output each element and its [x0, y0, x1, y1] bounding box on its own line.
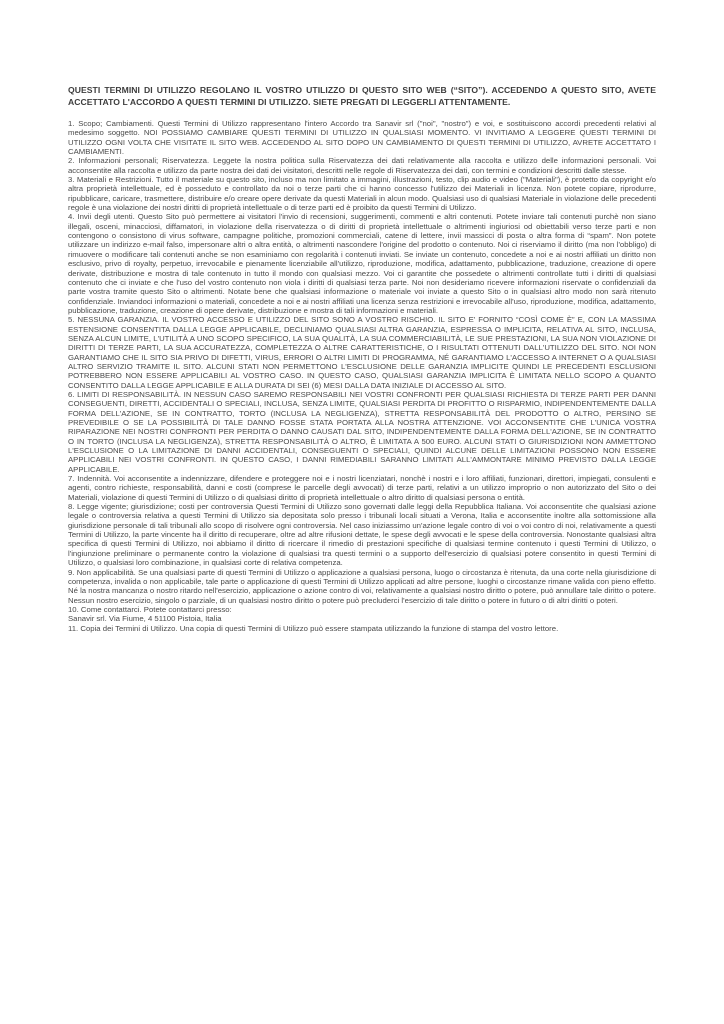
section-7-indemnity: 7. Indennità. Voi acconsentite a indennizzare, difendere e proteggere noi e i nostri licenziatari, nonchè i nostri e i loro affiliati, funzionari, direttori, impiegati, consulenti e agenti, contro richieste, responsabilità, danni e costi (comprese le parcelle degli avvocati) di terze parti, relativi a un utilizzo improprio o non autorizzato del Sito o dei Materiali, violazione di questi Termini di Utilizzo o di qualsiasi diritto di proprietà intellettuale o altro diritto di qualsiasi persona o entità. [68, 474, 656, 502]
document-heading: QUESTI TERMINI DI UTILIZZO REGOLANO IL VOSTRO UTILIZZO DI QUESTO SITO WEB (“SITO”). ACCEDENDO A QUESTO SITO, AVETE ACCETTATO L'ACCORDO A QUESTI TERMINI DI UTILIZZO. SIETE PREGATI DI LEGGERLI ATTENTAMENTE. [68, 85, 656, 107]
section-10-contact: 10. Come contattarci. Potete contattarci presso: [68, 604, 232, 614]
contact-address: Sanavir srl. Via Fiume, 4 51100 Pistoia, Italia [68, 614, 222, 624]
section-8-governing-law: 8. Legge vigente; giurisdizione; costi per controversia Questi Termini di Utilizzo sono governati dalle leggi della Repubblica Italiana. Voi acconsentite che qualsiasi azione legale o controversia relativa a questi Termini di Utilizzo sia depositata solo presso i tribunali locali situati a Verona, Italia e acconsentite inoltre alla sottomissione alla giurisdizione personale di tali tribunali allo scopo di risolvere ogni controversia. Nel caso iniziassimo un'azione legale contro di voi o voi contro di noi, relativamente a questi Termini di Utilizzo, la parte vincente ha il diritto di recuperare, oltre ad altre rifusioni dettate, le spese degli avvocati e le spese della controversia. Nonostante qualsiasi altra specifica di questi Termini di Utilizzo, noi abbiamo il diritto di ricercare il rimedio di prestazioni specifiche di qualsiasi termine contenuto i questi Termini di Utilizzo, o l'ingiunzione preliminare o permanente contro la violazione di qualsiasi tra questi termini o a supporto dell'esercizio di qualsiasi potere consentito in questi Termini di Utilizzo, o qualsiasi loro combinazione, in qualsiasi corte di relativa competenza. [68, 502, 656, 568]
section-6-liability-limits: 6. LIMITI DI RESPONSABILITÀ. IN NESSUN CASO SAREMO RESPONSABILI NEI VOSTRI CONFRONTI PER QUALSIASI RICHIESTA DI TERZE PARTI PER DANNI CONSEGUENTI, DIRETTI, ACCIDENTALI O SPECIALI, INCLUSA, SENZA LIMITE, QUALSIASI PERDITA DI PROFITTO O RISPARMIO, INDIPENDENTEMENTE DALLA FORMA DELL'AZIONE, SE IN CONTRATTO, TORTO (INCLUSA LA NEGLIGENZA), STRETTA RESPONSABILITÀ DEL PRODOTTO O ALTRO, PERSINO SE PREVEDIBILE O SE LA POSSIBILITÀ DI TALE DANNO FOSSE STATA PORTATA ALLA NOSTRA ATTENZIONE. VOI ACCONSENTITE CHE L'UNICA VOSTRA RIPARAZIONE NEI NOSTRI CONFRONTI PER PERDITA O DANNO CAUSATI DAL SITO, INDIPENDENTEMENTE DALLA FORMA DELL'AZIONE, SE IN CONTRATTO O IN TORTO (INCLUSA LA NEGLIGENZA), STRETTA RESPONSABILITÀ O ALTRO, È LIMITATA A 500 EURO. ALCUNI STATI O GIURISDIZIONI NON AMMETTONO L'ESCLUSIONE O LA LIMITAZIONE DI DANNI ACCIDENTALI, CONSEGUENTI O SPECIALI, QUINDI ALCUNE DELLE LIMITAZIONI POSSONO NON ESSERE APPLICABILI NEI VOSTRI CONFRONTI. IN QUESTO CASO, I DANNI RIMEDIABILI SARANNO LIMITATI ALL'AMMONTARE MINIMO PREVISTO DALLA LEGGE APPLICABILE. [68, 389, 656, 474]
section-3-materials: 3. Materiali e Restrizioni. Tutto il materiale su questo sito, incluso ma non limitato a immagini, illustrazioni, testo, clip audio e video ("Materiali"), è protetto da copyright e/o altra proprietà intellettuale, ed è posseduto e controllato da noi o terze parti che ci hanno concesso l'utilizzo dei Materiali in licenza. Non potete copiare, riprodurre, ripubblicare, caricare, trasmettere, distribuire e/o creare opere derivate da questi Materiali in alcun modo. Qualsiasi uso di qualsiasi Materiale in violazione delle precedenti regole è una violazione dei nostri diritti di proprietà intellettuale o di terze parti ed è proibito da questi Termini di Utilizzo. [68, 175, 656, 213]
section-1-scope: 1. Scopo; Cambiamenti. Questi Termini di Utilizzo rappresentano l'intero Accordo tra Sanavir srl ("noi", "nostro") e voi, e sostituiscono accordi precedenti relativi al medesimo soggetto. NOI POSSIAMO CAMBIARE QUESTI TERMINI DI UTILIZZO IN QUALSIASI MOMENTO. VI INVITIAMO A LEGGERE QUESTI TERMINI DI UTILIZZO OGNI VOLTA CHE VISITATE IL SITO WEB. ACCEDENDO AL SITO DOPO UN CAMBIAMENTO DI QUESTI TERMINI DI UTILIZZO, AVRETE ACCETTATO I CAMBIAMENTI. [68, 119, 656, 157]
section-9-severability: 9. Non applicabilità. Se una qualsiasi parte di questi Termini di Utilizzo o applicazione a qualsiasi persona, luogo o circostanza è ritenuta, da una corte nella giurisdizione di competenza, invalida o non applicabile, tale parte o applicazione di questi Termini di Utilizzo applicati ad altre persone, luoghi o circostanze rimane valida con pieno effetto. Né la nostra mancanza o nostro ritardo nell'esercizio, applicazione o azione contro di voi, relativamente a qualsiasi nostro diritto o potere, può annullare tale diritto o potere. Nessun nostro esercizio, singolo o parziale, di un qualsiasi nostro diritto o potere può precluderci l'esercizio di tale diritto o potere in futuro o di altri diritti o poteri. [68, 567, 656, 605]
section-4-user-submissions: 4. Invii degli utenti. Questo Sito può permettere ai visitatori l'invio di recensioni, suggerimenti, commenti e altri contenuti. Potete inviare tali contenuti purchè non siano illegali, osceni, minacciosi, diffamatori, in violazione della riservatezza o di diritti di proprietà intellettuale o altrimenti ingiuriosi od obiettabili verso terze parti e non contengono o consistono di virus software, campagne politiche, promozioni commerciali, catene di lettere, invii massicci di posta o altra forma di “spam”. Non potete utilizzare un indirizzo e-mail falso, impersonare altri o altra entità, o altrimenti nascondere l'origine del prodotto o contenuto. Noi ci riserviamo il diritto (ma non l'obbligo) di rimuovere o modificare tali contenuti anche se non esaminiamo con regolarità i contenuti inviati. Se inviate un contenuto, concedete a noi e ai nostri affiliati un diritto non esclusivo, privo di royalty, perpetuo, irrevocabile e pienamente licenziabile all'utilizzo, riproduzione, modifica, adattamento, pubblicazione, traduzione, creazione di opere derivate, distribuzione e mostra di tale contenuto in tutto il mondo con qualsiasi mezzo. Voi ci garantite che possedete o altrimenti controllate tutti i diritti di qualsiasi contenuto che ci inviate e che l'uso del vostro contenuto non viola i diritti di qualsiasi terza parte. Noi non desideriamo ricevere informazioni riservate o confidenziali da parte vostra tramite questo Sito o altrimenti. Notate bene che qualsiasi informazione o materiale voi inviate a questo Sito o in qualsiasi altro modo non sarà ritenuto confidenziale. Inviandoci informazioni o materiali, concedete a noi e ai nostri affiliati una licenza senza restrizioni e irrevocabile all'uso, riproduzione, modifica, adattamento, pubblicazione, traduzione, creazione di opere derivate, distribuzione e mostra di tali informazioni e materiali. [68, 212, 656, 315]
section-11-print-copy: 11. Copia dei Termini di Utilizzo. Una copia di questi Termini di Utilizzo può essere stampata utilizzando la funzione di stampa del vostro lettore. [68, 623, 559, 633]
section-5-no-warranty: 5. NESSUNA GARANZIA. IL VOSTRO ACCESSO E UTILIZZO DEL SITO SONO A VOSTRO RISCHIO. IL SITO E' FORNITO “COSÌ COME È” E, CON LA MASSIMA ESTENSIONE CONSENTITA DALLA LEGGE APPLICABILE, DECLINIAMO QUALSIASI ALTRA GARANZIA, ESPRESSA O IMPLICITA, RELATIVA AL SITO, INCLUSA, SENZA ALCUN LIMITE, L'UTILITÀ A UNO SCOPO SPECIFICO, LA SUA QUALITÀ, LA SUA COMMERCIABILITÀ, LE SUE PRESTAZIONI, LA SUA NON VIOLAZIONE DI DIRITTI DI TERZE PARTI, LA SUA ACCURATEZZA, COMPLETEZZA O ALTRE CARATTERISTICHE, O I RISULTATI OTTENUTI DALL'UTILIZZO DEL SITO. NOI NON GARANTIAMO CHE IL SITO SIA PRIVO DI DIFETTI, VIRUS, ERRORI O ALTRI LIMITI DI PROGRAMMA, NÉ GARANTIAMO L'ACCESSO A INTERNET O A QUALSIASI ALTRO SERVIZIO TRAMITE IL SITO. ALCUNI STATI NON PERMETTONO L'ESCLUSIONE DELLE GARANZIA IMPLICITE QUINDI LE PRECEDENTI ESCLUSIONI POTREBBERO NON ESSERE APPLICABILI AL VOSTRO CASO. IN QUESTO CASO, QUALSIASI GARANZIA IMPLICITA È LIMITATA NELLO SCOPO A QUANTO CONSENTITO DALLA LEGGE APPLICABILE E ALLA DURATA DI SEI (6) MESI DALLA DATA INIZIALE DI ACCESSO AL SITO. [68, 315, 656, 390]
section-2-privacy: 2. Informazioni personali; Riservatezza. Leggete la nostra politica sulla Riservatezza dei dati relativamente alla raccolta e utilizzo delle informazioni personali. Voi acconsentite alla raccolta e utilizzo da parte nostra dei dati dei visitatori, descritti nelle regole di Riservatezza dei dati, con termini e condizioni descritti dalle stesse. [68, 156, 656, 175]
terms-document [68, 84, 656, 633]
